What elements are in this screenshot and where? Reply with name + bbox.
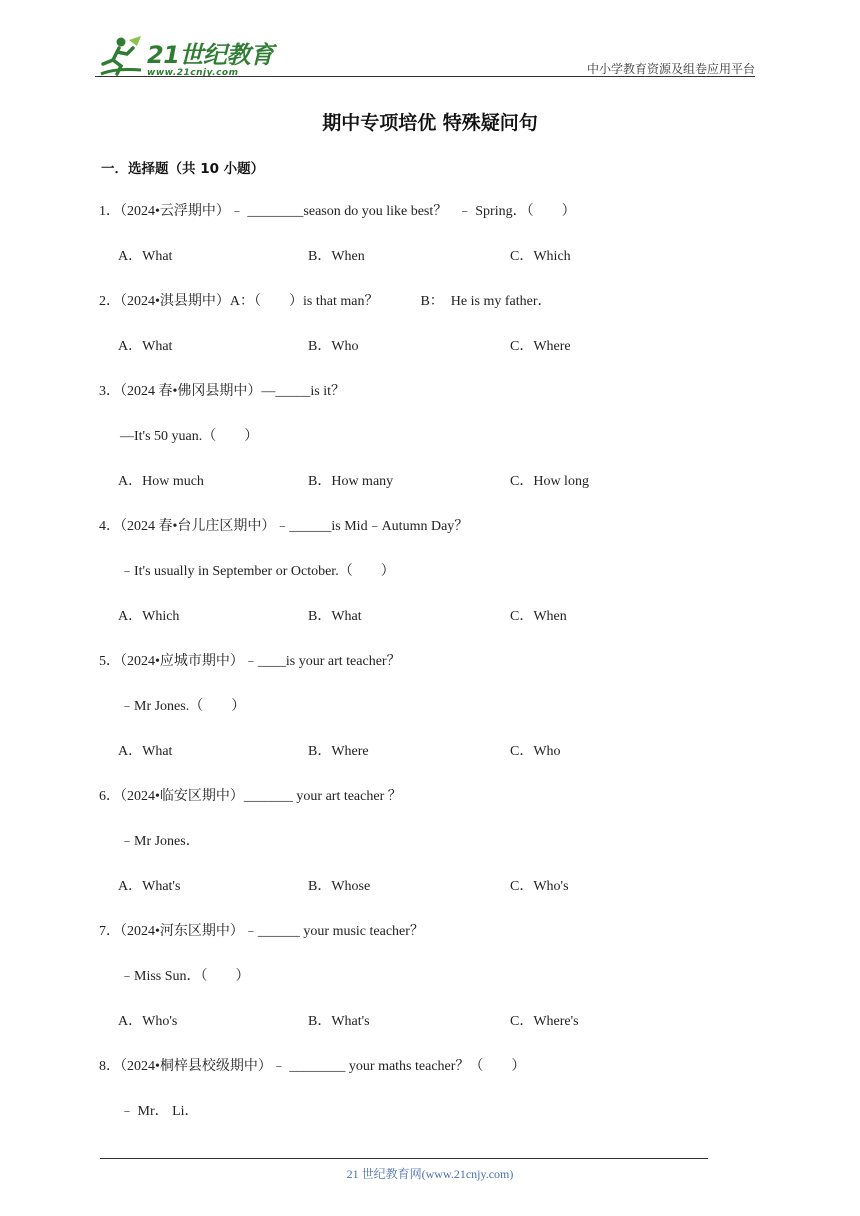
question-stem: 7．（2024•河东区期中）﹣______ your music teacher？ [99, 924, 424, 939]
answer-option-b[interactable]: B．Whose [308, 879, 371, 894]
answer-option-b[interactable]: B．Who [308, 339, 359, 354]
answer-option-b[interactable]: B．Where [308, 744, 369, 759]
question-stem: 8．（2024•桐梓县校级期中）﹣ ________ your maths teacher？（ ） [99, 1059, 526, 1074]
page-header [95, 34, 755, 78]
question-dialogue-line: ﹣Miss Sun．（ ） [120, 969, 250, 984]
answer-option-b[interactable]: B．What [308, 609, 362, 624]
question-stem: 3．（2024 春•佛冈县期中）—_____is it？ [99, 384, 346, 399]
answer-option-a[interactable]: A．How much [118, 474, 204, 489]
answer-option-a[interactable]: A．Who's [118, 1014, 178, 1029]
question-stem: 4．（2024 春•台儿庄区期中）﹣______is Mid﹣Autumn Day？ [99, 519, 469, 534]
answer-option-c[interactable]: C．Which [510, 249, 571, 264]
answer-option-a[interactable]: A．What [118, 339, 173, 354]
question-dialogue-line: ﹣ Mr． Li． [120, 1104, 199, 1119]
header-platform-text: 中小学教育资源及组卷应用平台 [586, 62, 755, 76]
question-stem: 5．（2024•应城市期中）﹣____is your art teacher？ [99, 654, 401, 669]
answer-option-b[interactable]: B．How many [308, 474, 394, 489]
answer-option-c[interactable]: C．Where's [510, 1014, 579, 1029]
answer-option-c[interactable]: C．How long [510, 474, 589, 489]
answer-option-c[interactable]: C．Who [510, 744, 561, 759]
logo-title: 21世纪教育 [147, 41, 274, 69]
answer-option-a[interactable]: A．Which [118, 609, 180, 624]
answer-option-c[interactable]: C．When [510, 609, 567, 624]
logo-url: www.21cnjy.com [147, 68, 239, 78]
site-logo [95, 34, 273, 78]
question-dialogue-line: ﹣It's usually in September or October.（ ） [120, 564, 395, 579]
question-dialogue-line: —It's 50 yuan.（ ） [120, 429, 259, 444]
answer-option-c[interactable]: C．Where [510, 339, 571, 354]
page-title: 期中专项培优 特殊疑问句 [322, 112, 538, 134]
answer-option-a[interactable]: A．What [118, 744, 173, 759]
header-divider [95, 76, 755, 77]
question-stem: 2．（2024•淇县期中）A：（ ）is that man？ B： He is my father． [99, 294, 552, 309]
footer-link[interactable]: 21 世纪教育网(www.21cnjy.com) [346, 1167, 514, 1181]
answer-option-a[interactable]: A．What's [118, 879, 181, 894]
runner-logo-icon [95, 34, 145, 78]
footer-divider [100, 1158, 708, 1159]
answer-option-b[interactable]: B．When [308, 249, 365, 264]
answer-option-b[interactable]: B．What's [308, 1014, 370, 1029]
question-dialogue-line: ﹣Mr Jones． [120, 834, 200, 849]
question-stem: 6．（2024•临安区期中）_______ your art teacher ？ [99, 789, 402, 804]
question-stem: 1．（2024•云浮期中）﹣ ________season do you like best？ ﹣ Spring．（ ） [99, 204, 576, 219]
section-heading: 一．选择题（共 10 小题） [101, 161, 265, 177]
question-dialogue-line: ﹣Mr Jones.（ ） [120, 699, 246, 714]
answer-option-a[interactable]: A．What [118, 249, 173, 264]
answer-option-c[interactable]: C．Who's [510, 879, 569, 894]
